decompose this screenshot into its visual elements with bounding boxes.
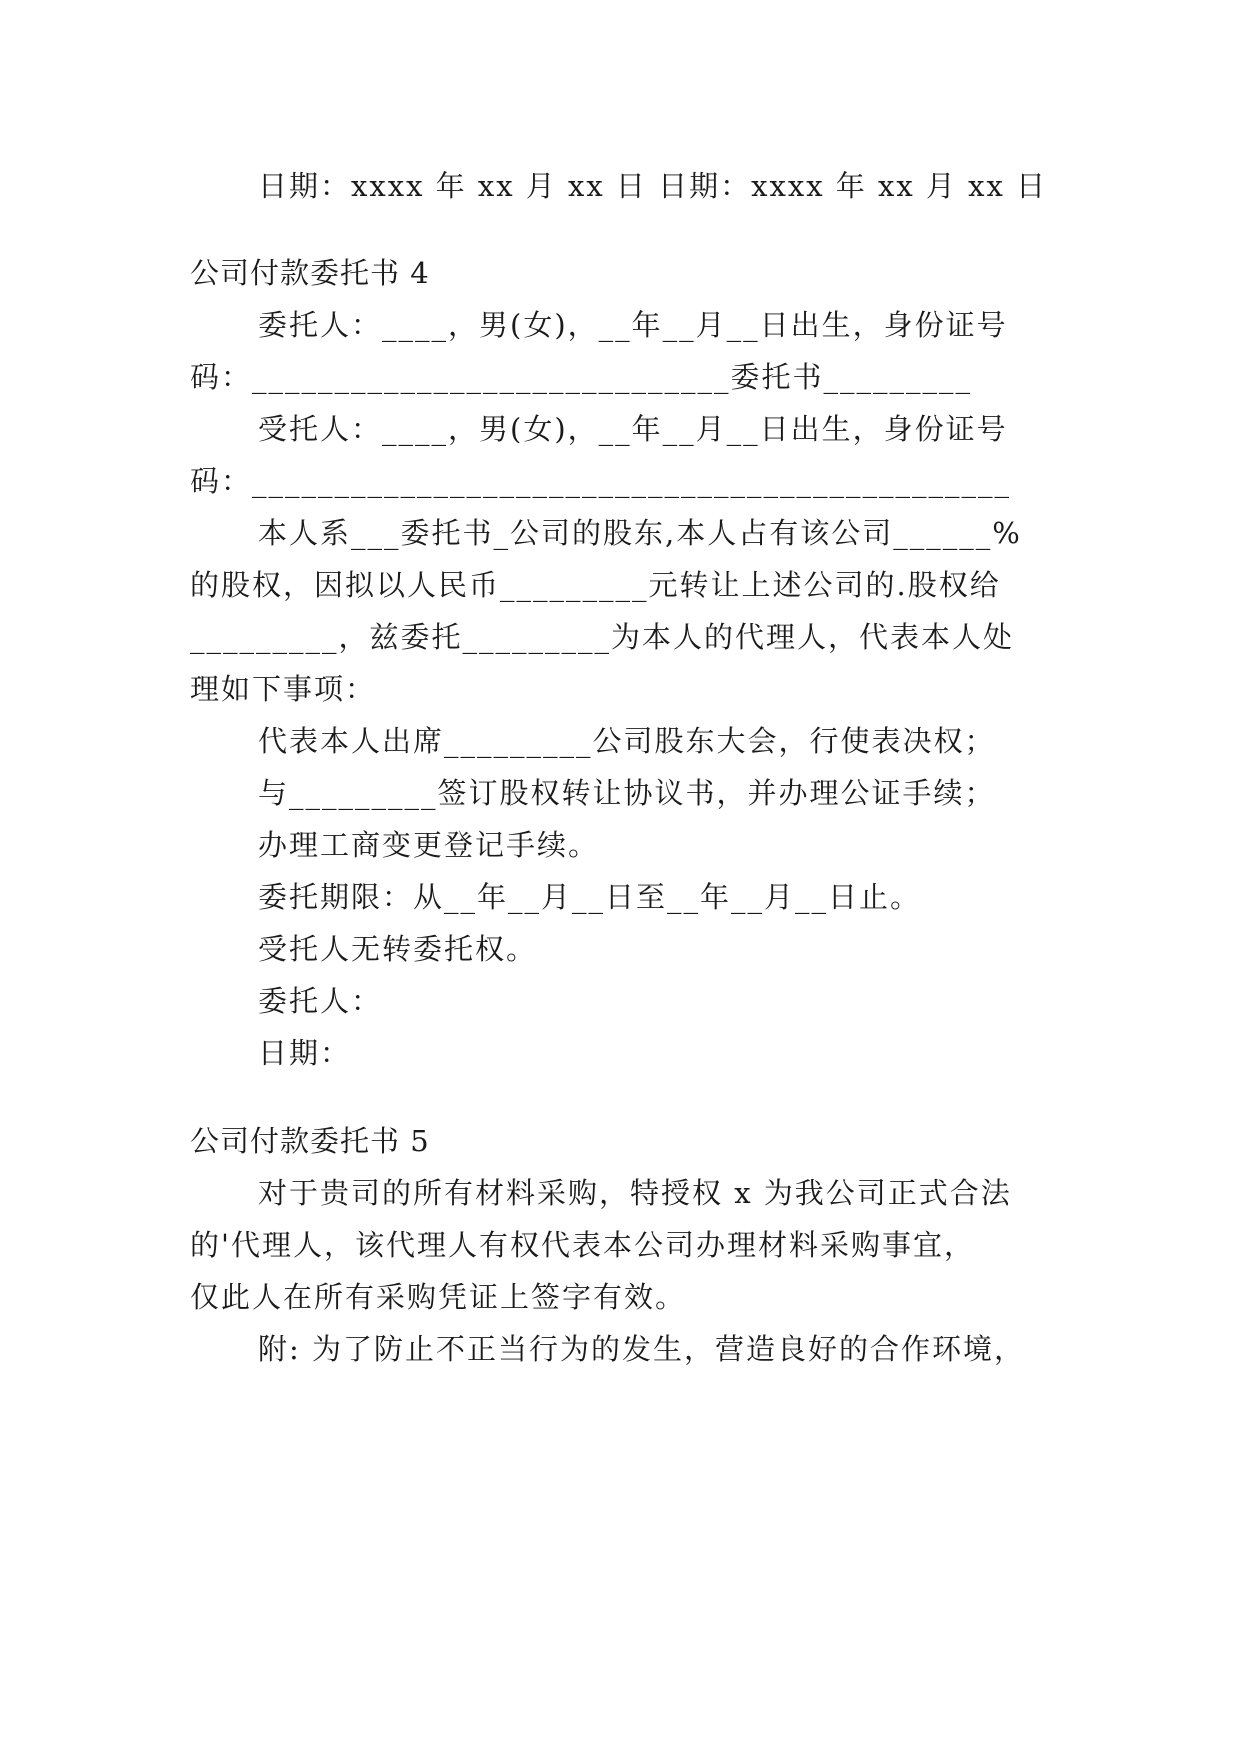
section-4-line: 办理工商变更登记手续。: [258, 828, 600, 862]
section-5-line: 对于贵司的所有材料采购，特授权 x 为我公司正式合法: [258, 1176, 1012, 1210]
section-4-line: 委托期限：从__年__月__日至__年__月__日止。: [258, 880, 922, 914]
section-4-line: 受托人：____，男(女)，__年__月__日出生，身份证号: [258, 412, 1008, 446]
section-4-line: 与_________签订股权转让协议书，并办理公证手续；: [258, 776, 996, 810]
section-4-line: 代表本人出席_________公司股东大会，行使表决权；: [258, 724, 996, 758]
section-4-line: 委托人：____，男(女)，__年__月__日出生，身份证号: [258, 308, 1008, 342]
section-5-line: 附: 为了防止不正当行为的发生，营造良好的合作环境，: [258, 1332, 1025, 1366]
section-4-line: 日期：: [258, 1036, 352, 1070]
section-5-line: 的'代理人，该代理人有权代表本公司办理材料采购事宜，: [190, 1228, 975, 1262]
section-4-line: 委托人：: [258, 984, 383, 1018]
section-4-line: 本人系___委托书_公司的股东,本人占有该公司______%: [258, 516, 1022, 550]
section-4-line: 码：_____________________________委托书_________: [190, 360, 973, 394]
date-line: 日期：xxxx 年 xx 月 xx 日 日期：xxxx 年 xx 月 xx 日: [258, 169, 1048, 203]
section-4-line: 的股权，因拟以人民币_________元转让上述公司的.股权给: [190, 568, 1001, 602]
section-4-line: 理如下事项：: [190, 672, 377, 706]
section-4-line: 受托人无转委托权。: [258, 932, 538, 966]
section-5-title: 公司付款委托书 5: [190, 1124, 430, 1158]
section-4-line: 码：______________________________________________: [190, 464, 1012, 498]
section-5-line: 仅此人在所有采购凭证上签字有效。: [190, 1280, 687, 1314]
section-4-title: 公司付款委托书 4: [190, 256, 430, 290]
section-4-line: _________，兹委托_________为本人的代理人，代表本人处: [190, 620, 1015, 654]
